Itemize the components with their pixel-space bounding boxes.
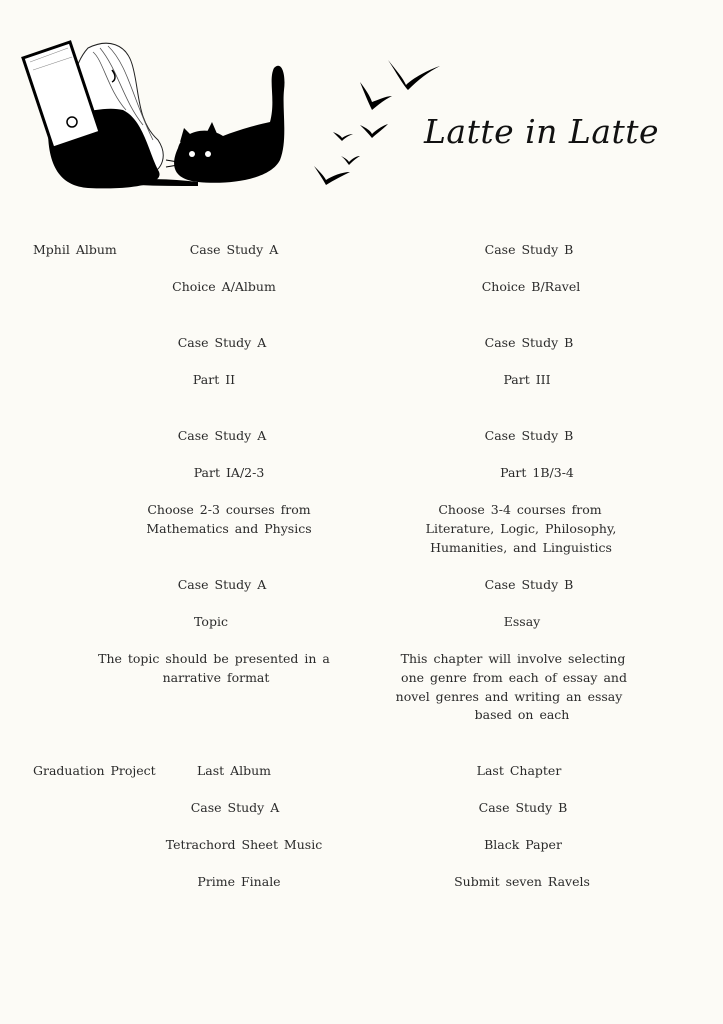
block-b-subheading: Choice B/Ravel [481, 279, 581, 294]
block-a-heading: Case Study A [177, 428, 267, 443]
block-a-subheading: Choice A/Album [172, 279, 276, 294]
block-b-heading: Case Study B [484, 577, 574, 592]
block-a-description-line: narrative format [162, 670, 270, 685]
block-b-subheading: Part III [503, 372, 551, 387]
block-b-subheading: Part 1B/3-4 [500, 465, 574, 480]
black-cat-illustration [138, 66, 285, 186]
block-a-description-line: The topic should be presented in a [98, 651, 330, 666]
block-b-description-line: one genre from each of essay and [401, 670, 627, 685]
block-a-subheading: Part IA/2-3 [193, 465, 265, 480]
block-b-heading: Case Study B [484, 242, 574, 257]
graduation-b-line: Case Study B [478, 800, 568, 815]
graduation-a-line: Case Study A [190, 800, 280, 815]
block-b-heading: Case Study B [484, 428, 574, 443]
page-title: Latte in Latte [424, 112, 660, 151]
block-b-description-line: novel genres and writing an essay [395, 689, 623, 704]
flying-birds-illustration [314, 60, 440, 185]
block-a-description-line: Mathematics and Physics [146, 521, 312, 536]
graduation-b-line: Submit seven Ravels [454, 874, 590, 889]
block-a-subheading: Part II [192, 372, 236, 387]
block-a-description-line: Choose 2-3 courses from [147, 502, 311, 517]
girl-reading-book-illustration [23, 42, 163, 188]
graduation-a-line: Prime Finale [197, 874, 281, 889]
block-a-heading: Case Study A [177, 335, 267, 350]
header-illustration [8, 30, 463, 190]
graduation-b-line: Last Chapter [476, 763, 562, 778]
section-label-mphil: Mphil Album [33, 242, 117, 257]
block-a-heading: Case Study A [189, 242, 279, 257]
block-a-subheading: Topic [194, 614, 228, 629]
block-b-description-line: Literature, Logic, Philosophy, [425, 521, 617, 536]
block-b-description-line: Choose 3-4 courses from [438, 502, 602, 517]
block-b-subheading: Essay [503, 614, 541, 629]
graduation-a-line: Tetrachord Sheet Music [165, 837, 323, 852]
block-b-description-line: This chapter will involve selecting [400, 651, 626, 666]
block-b-description-line: based on each [474, 707, 570, 722]
graduation-b-line: Black Paper [484, 837, 562, 852]
section-label-graduation: Graduation Project [33, 763, 156, 778]
graduation-a-line: Last Album [196, 763, 272, 778]
block-a-heading: Case Study A [177, 577, 267, 592]
block-b-heading: Case Study B [484, 335, 574, 350]
block-b-description-line: Humanities, and Linguistics [430, 540, 612, 555]
